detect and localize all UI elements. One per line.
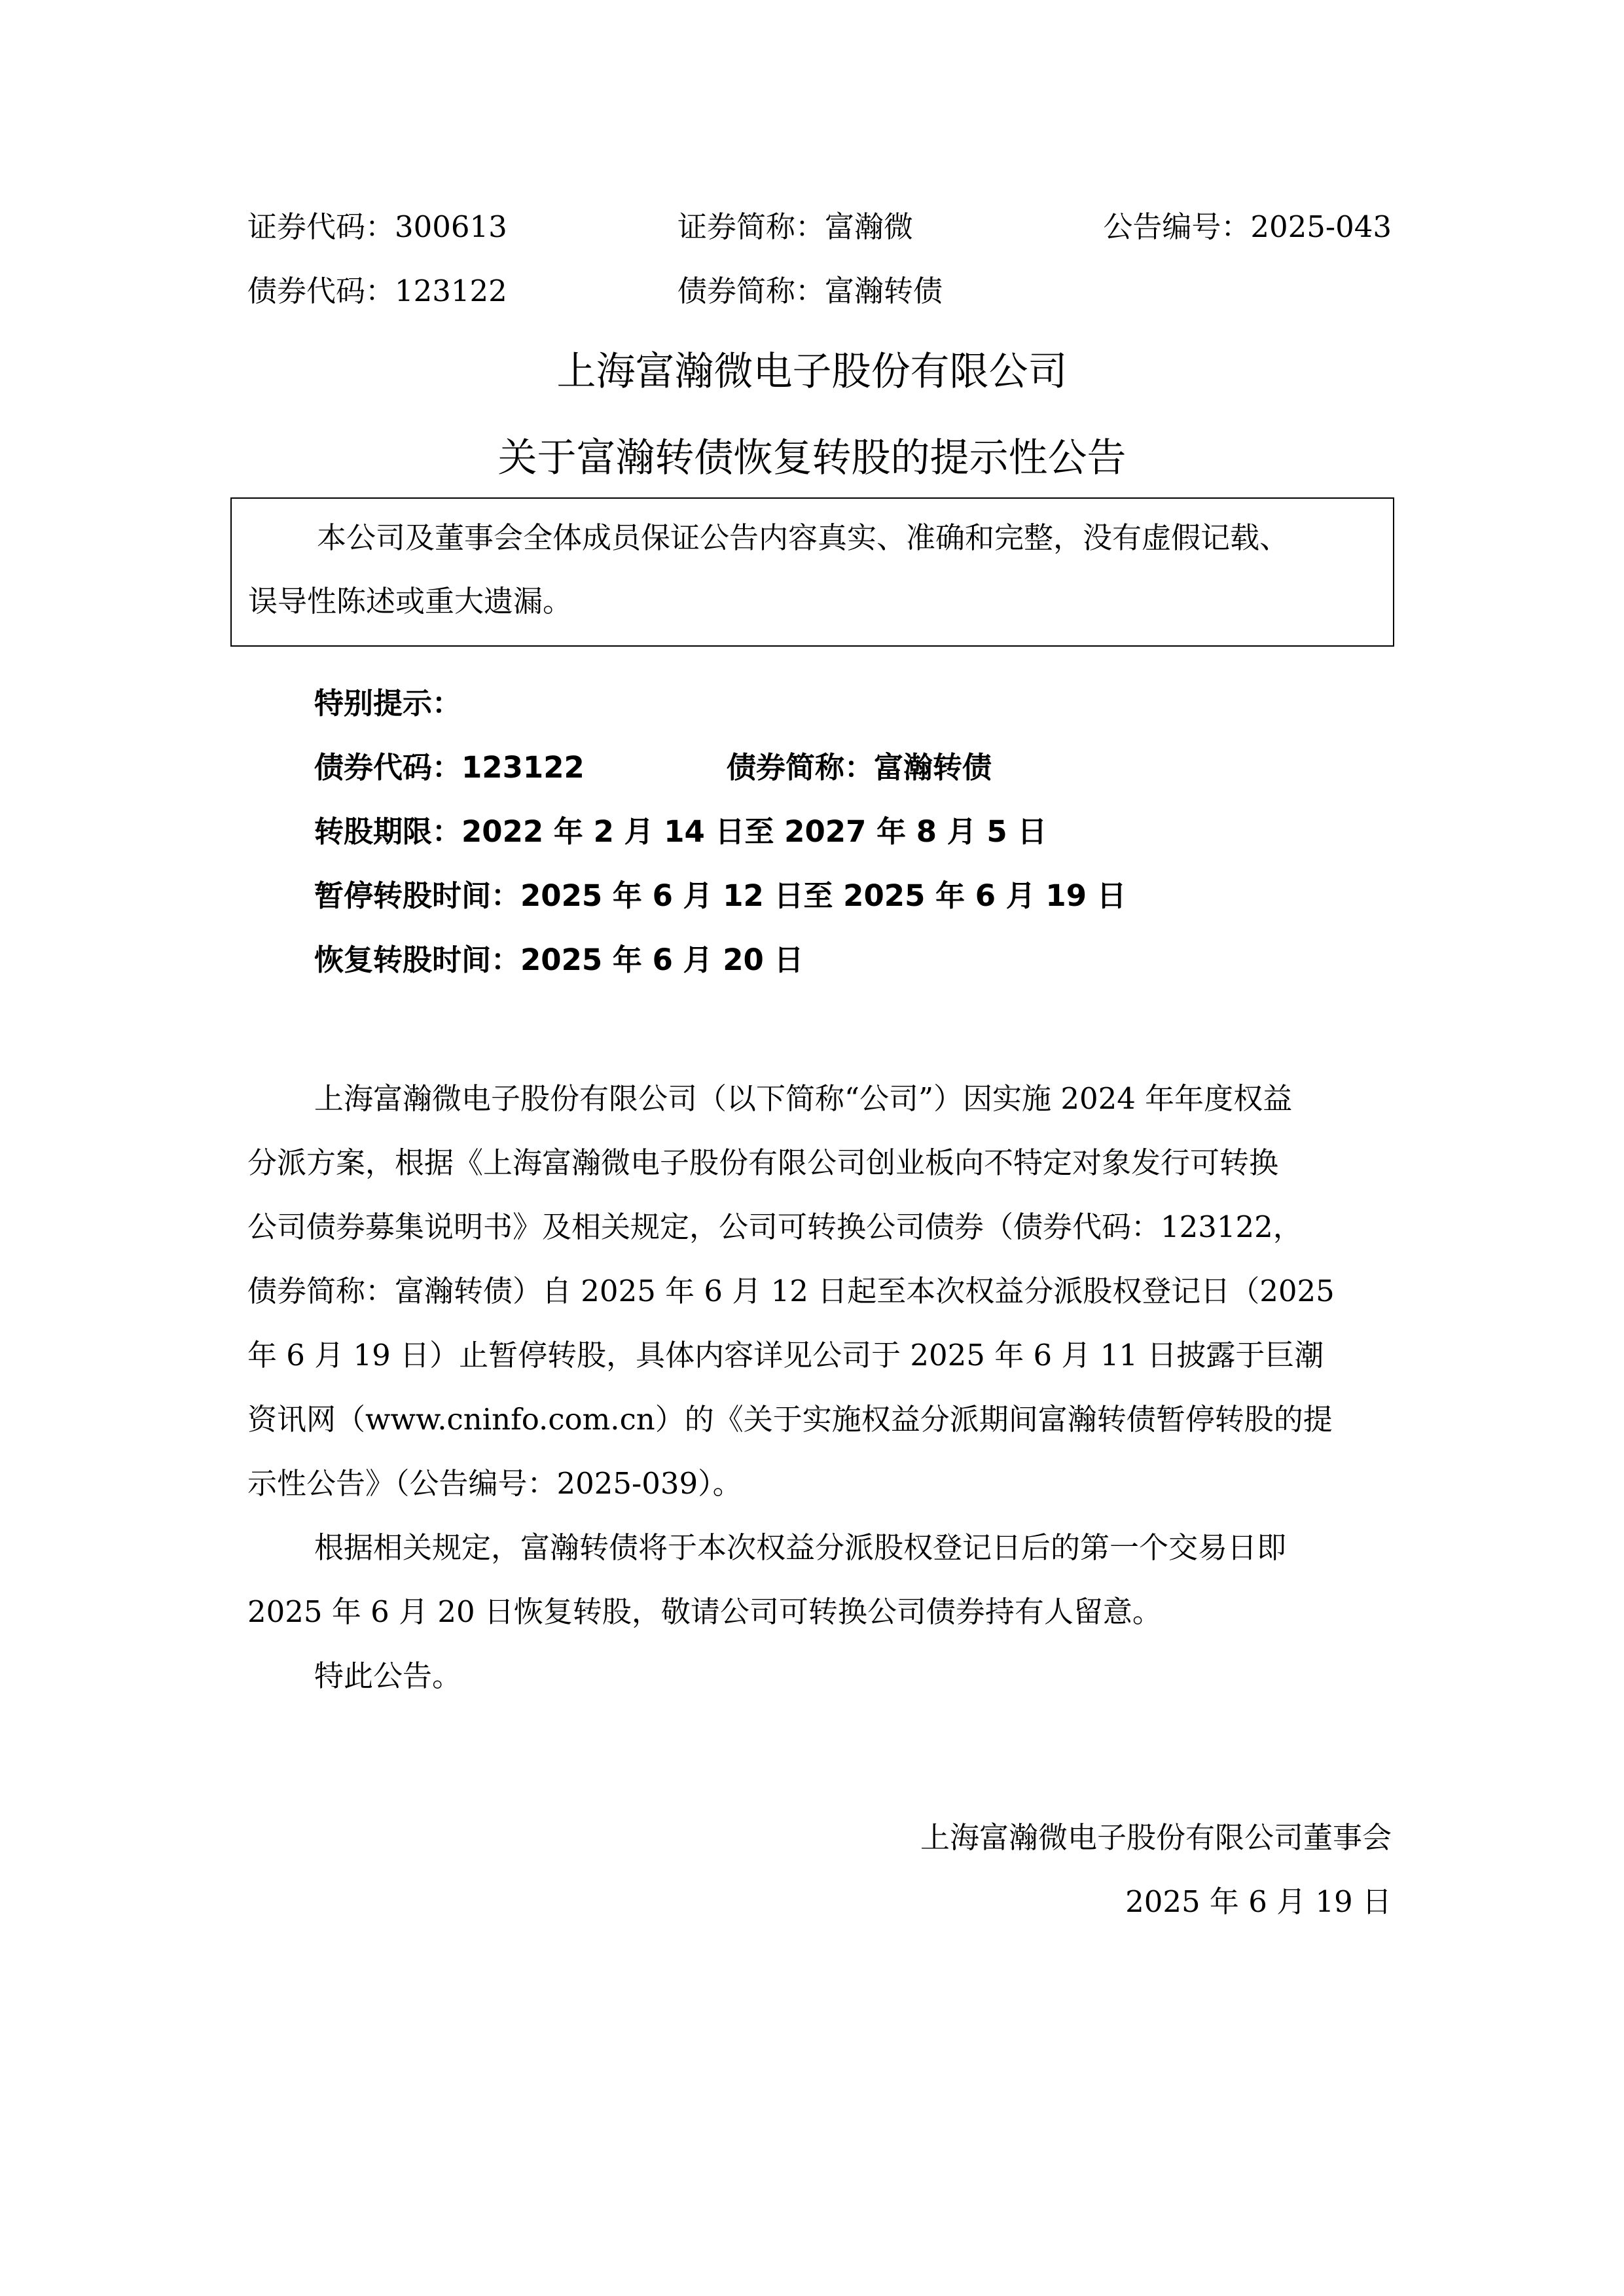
stock-abbreviation: 证券简称：富瀚微 bbox=[677, 209, 914, 244]
signature-company: 上海富瀚微电子股份有限公司董事会 bbox=[920, 1820, 1392, 1855]
body-paragraph-2-line: 2025 年 6 月 20 日恢复转股，敬请公司可转换公司债券持有人留意。 bbox=[247, 1594, 1162, 1629]
closing-statement: 特此公告。 bbox=[314, 1659, 462, 1693]
document-title-subject: 关于富瀚转债恢复转股的提示性公告 bbox=[497, 435, 1127, 481]
resume-date: 恢复转股时间：2025 年 6 月 20 日 bbox=[314, 942, 804, 977]
announcement-number: 公告编号：2025-043 bbox=[1103, 209, 1392, 244]
conversion-period: 转股期限：2022 年 2 月 14 日至 2027 年 8 月 5 日 bbox=[314, 814, 1047, 849]
bond-abbreviation: 债券简称：富瀚转债 bbox=[677, 274, 943, 308]
stock-code: 证券代码：300613 bbox=[247, 209, 507, 244]
body-paragraph-1-line: 示性公告》（公告编号：2025-039）。 bbox=[247, 1466, 742, 1501]
special-notes-bond-code: 债券代码：123122 bbox=[314, 750, 585, 785]
special-notes-bond-abbreviation: 债券简称：富瀚转债 bbox=[727, 750, 992, 785]
body-paragraph-1-line: 资讯网（www.cninfo.com.cn）的《关于实施权益分派期间富瀚转债暂停转股的提 bbox=[247, 1402, 1333, 1437]
suspension-period: 暂停转股时间：2025 年 6 月 12 日至 2025 年 6 月 19 日 bbox=[314, 878, 1127, 913]
body-paragraph-2-line: 根据相关规定，富瀚转债将于本次权益分派股权登记日后的第一个交易日即 bbox=[314, 1530, 1287, 1565]
body-paragraph-1-line: 公司债券募集说明书》及相关规定，公司可转换公司债券（债券代码：123122， bbox=[247, 1210, 1303, 1244]
bond-code: 债券代码：123122 bbox=[247, 274, 507, 308]
disclaimer-line-2: 误导性陈述或重大遗漏。 bbox=[248, 584, 573, 619]
special-notes-heading: 特别提示： bbox=[314, 686, 462, 721]
body-paragraph-1-line: 分派方案，根据《上海富瀚微电子股份有限公司创业板向不特定对象发行可转换 bbox=[247, 1145, 1279, 1180]
disclaimer-box bbox=[230, 497, 1394, 647]
signature-date: 2025 年 6 月 19 日 bbox=[1125, 1884, 1392, 1919]
body-paragraph-1-line: 年 6 月 19 日）止暂停转股，具体内容详见公司于 2025 年 6 月 11 日披露于巨潮 bbox=[247, 1338, 1324, 1372]
disclaimer-line-1: 本公司及董事会全体成员保证公告内容真实、准确和完整，没有虚假记载、 bbox=[317, 520, 1290, 555]
document-title-company: 上海富瀚微电子股份有限公司 bbox=[556, 349, 1068, 395]
body-paragraph-1-line: 上海富瀚微电子股份有限公司（以下简称“公司”）因实施 2024 年年度权益 bbox=[314, 1081, 1293, 1116]
body-paragraph-1-line: 债券简称：富瀚转债）自 2025 年 6 月 12 日起至本次权益分派股权登记日（2025 bbox=[247, 1274, 1335, 1308]
